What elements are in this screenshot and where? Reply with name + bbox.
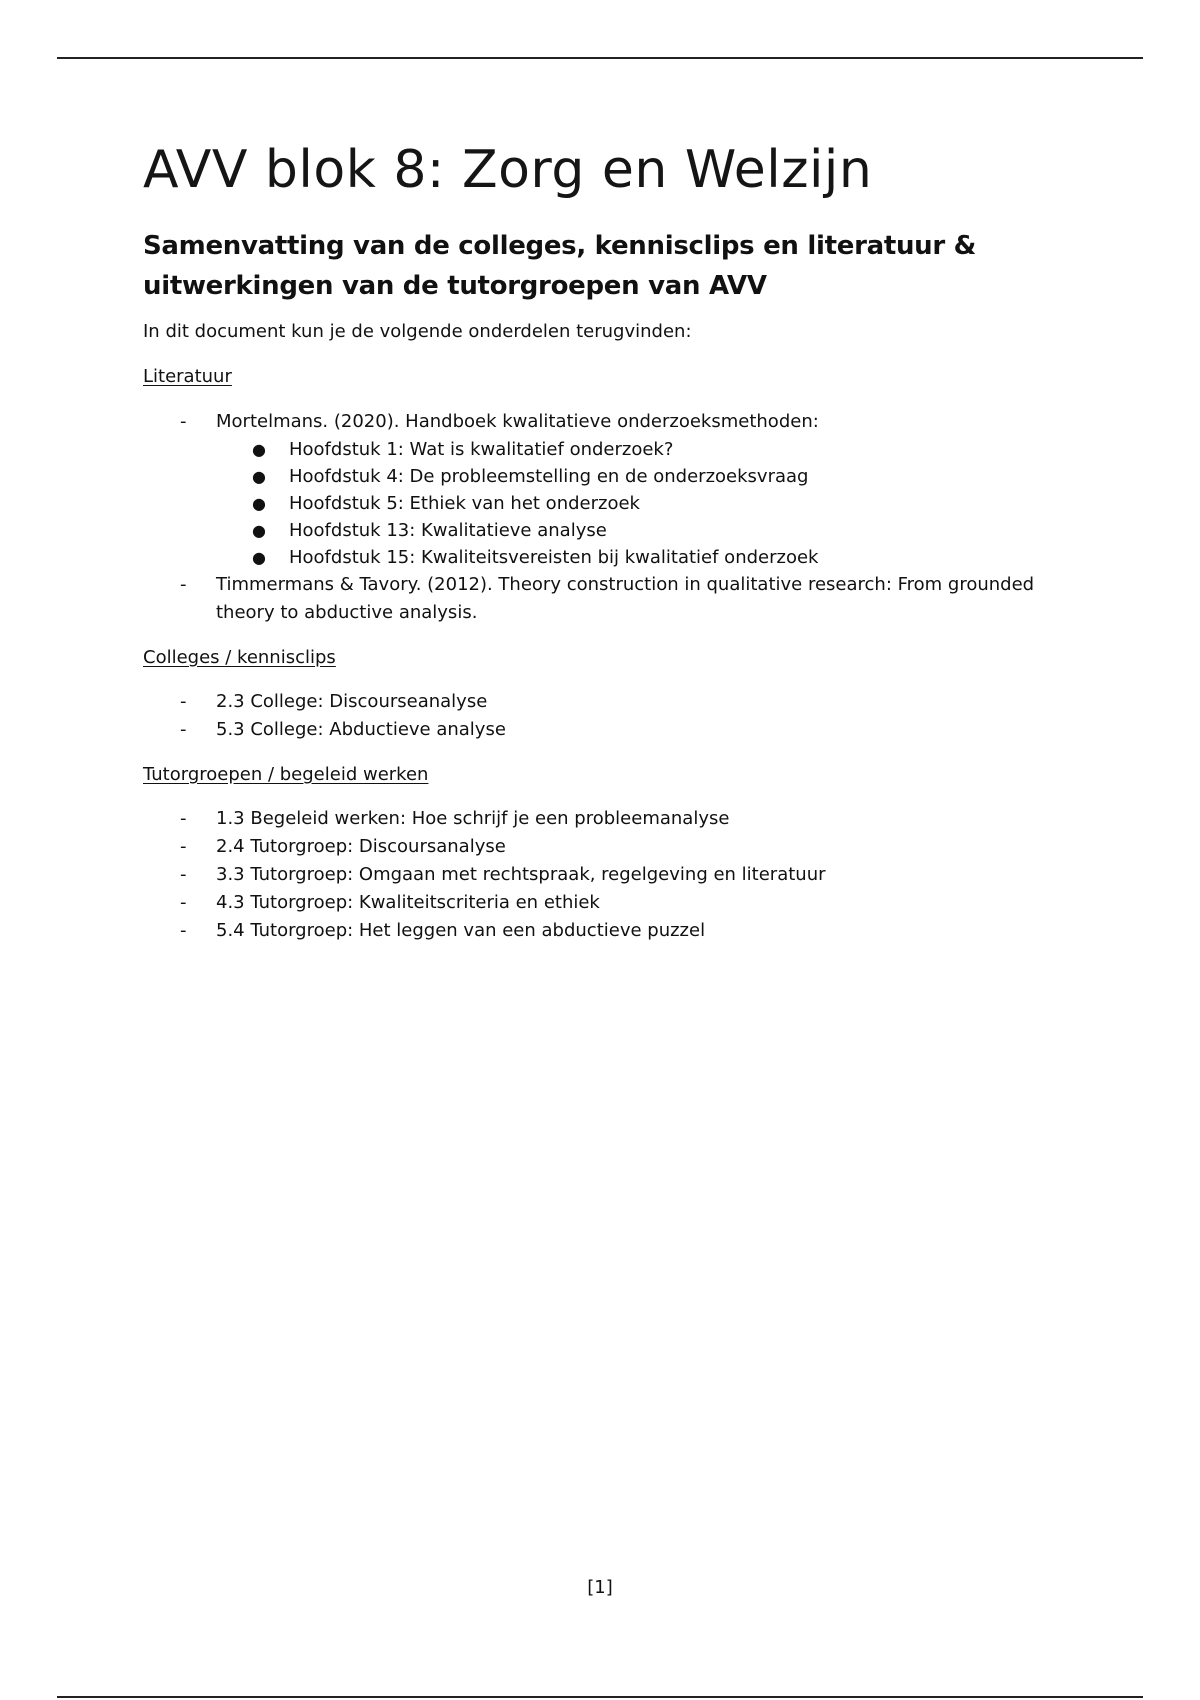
sub-list-item-text: Hoofdstuk 5: Ethiek van het onderzoek <box>289 493 640 514</box>
colleges-list <box>143 688 1063 744</box>
sub-list-item <box>216 544 1063 571</box>
literatuur-list <box>143 408 1063 627</box>
dash-marker: - <box>180 864 187 885</box>
bullet-marker: ● <box>252 548 266 567</box>
list-item-text: 5.4 Tutorgroep: Het leggen van een abductieve puzzel <box>216 920 706 941</box>
intro-text: In dit document kun je de volgende onderdelen terugvinden: <box>143 321 692 342</box>
sub-list-item <box>216 436 1063 463</box>
section-heading-colleges: Colleges / kennisclips <box>143 647 336 668</box>
sub-list-item <box>216 463 1063 490</box>
list-item-text: Timmermans & Tavory. (2012). Theory construction in qualitative research: From grounded theory to abductive analysis. <box>216 574 1035 623</box>
list-item-text: 2.3 College: Discourseanalyse <box>216 691 488 712</box>
list-item <box>143 861 1063 889</box>
sub-list-item-text: Hoofdstuk 15: Kwaliteitsvereisten bij kwalitatief onderzoek <box>289 547 819 568</box>
chapter-list <box>216 436 1063 571</box>
section-heading-literatuur: Literatuur <box>143 366 232 387</box>
list-item-text: 1.3 Begeleid werken: Hoe schrijf je een probleemanalyse <box>216 808 730 829</box>
list-item-text: Mortelmans. (2020). Handboek kwalitatieve onderzoeksmethoden: <box>216 411 819 432</box>
page-number: [1] <box>587 1577 613 1598</box>
dash-marker: - <box>180 411 187 432</box>
dash-marker: - <box>180 892 187 913</box>
bullet-marker: ● <box>252 521 266 540</box>
bullet-marker: ● <box>252 467 266 486</box>
list-item <box>143 716 1063 744</box>
dash-marker: - <box>180 691 187 712</box>
dash-marker: - <box>180 920 187 941</box>
dash-marker: - <box>180 808 187 829</box>
list-item <box>143 408 1063 571</box>
dash-marker: - <box>180 836 187 857</box>
list-item-text: 3.3 Tutorgroep: Omgaan met rechtspraak, regelgeving en literatuur <box>216 864 826 885</box>
list-item <box>143 833 1063 861</box>
document-title: AVV blok 8: Zorg en Welzijn <box>143 140 873 200</box>
dash-marker: - <box>180 574 187 595</box>
sub-list-item-text: Hoofdstuk 1: Wat is kwalitatief onderzoek? <box>289 439 674 460</box>
list-item-text: 5.3 College: Abductieve analyse <box>216 719 506 740</box>
footer-rule <box>57 1696 1143 1698</box>
list-item-text: 4.3 Tutorgroep: Kwaliteitscriteria en ethiek <box>216 892 600 913</box>
list-item <box>143 889 1063 917</box>
tutorgroepen-list <box>143 805 1063 945</box>
document-subtitle: Samenvatting van de colleges, kennisclips en literatuur & uitwerkingen van de tutorgroepen van AVV <box>143 231 977 301</box>
sub-list-item <box>216 490 1063 517</box>
list-item <box>143 805 1063 833</box>
sub-list-item-text: Hoofdstuk 4: De probleemstelling en de onderzoeksvraag <box>289 466 809 487</box>
sub-list-item <box>216 517 1063 544</box>
list-item <box>143 571 1063 627</box>
header-rule <box>57 57 1143 59</box>
bullet-marker: ● <box>252 494 266 513</box>
dash-marker: - <box>180 719 187 740</box>
bullet-marker: ● <box>252 440 266 459</box>
list-item <box>143 917 1063 945</box>
list-item <box>143 688 1063 716</box>
sub-list-item-text: Hoofdstuk 13: Kwalitatieve analyse <box>289 520 607 541</box>
list-item-text: 2.4 Tutorgroep: Discoursanalyse <box>216 836 506 857</box>
section-heading-tutorgroepen: Tutorgroepen / begeleid werken <box>143 764 429 785</box>
